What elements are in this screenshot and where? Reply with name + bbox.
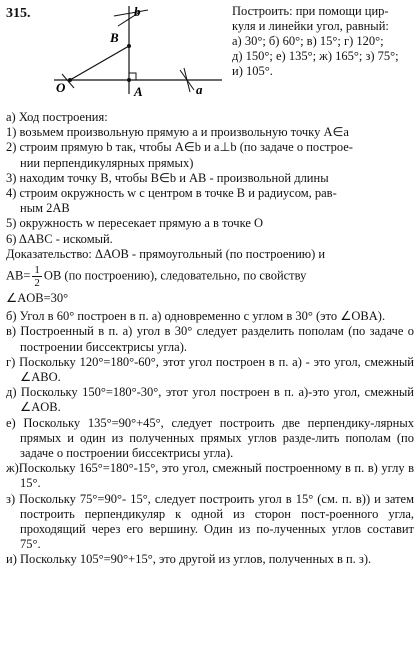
circle-arc-top — [114, 10, 148, 16]
part-b: б) Угол в 60° построен в п. а) одновременно с углом в 30° (это ∠OBA). — [6, 309, 386, 324]
label-B: B — [110, 30, 119, 45]
part-i: и) Поскольку 105°=90°+15°, это другой из углов, полученных в п. з). — [6, 552, 372, 567]
fraction-half — [32, 264, 42, 289]
task-line: куля и линейки угол, равный: — [232, 19, 389, 33]
problem-number: 315. — [6, 6, 31, 21]
step-5: 5) окружность w пересекает прямую а в точке О — [6, 216, 264, 231]
construction-heading: а) Ход построения: — [6, 110, 108, 124]
proof-line-2 — [6, 264, 414, 289]
part-zh: ж)Поскольку 165°=180°-15°, это угол, смежный построенному в п. в) углу в 15°. — [6, 461, 414, 491]
part-v: в) Построенный в п. а) угол в 30° следует разделить пополам (по задаче о построении биссектрисы угла). — [6, 324, 414, 354]
task-statement — [232, 4, 414, 79]
fraction-numerator: 1 — [34, 264, 40, 277]
step-3: 3) находим точку В, чтобы В∈b и АВ - произвольной длины — [6, 170, 329, 185]
label-a: a — [196, 82, 203, 97]
label-b: b — [134, 4, 141, 19]
step-4: 4) строим окружность w с центром в точке В и радиусом, рав- — [6, 186, 337, 201]
part-d: д) Поскольку 150°=180°-30°, этот угол построен в п. а)-это угол, смежный ∠AOB. — [6, 385, 414, 415]
proof-line-1: Доказательство: ΔАОВ - прямоугольный (по построению) и — [6, 246, 326, 261]
task-line: и) 105°. — [232, 64, 273, 78]
task-line: а) 30°; б) 60°; в) 15°; г) 120°; — [232, 34, 384, 48]
proof-ab: AB= — [6, 268, 31, 283]
step-2-cont: нии перпендикулярных прямых) — [20, 155, 194, 170]
proof-line-3: ∠AOB=30° — [6, 291, 69, 306]
point-B — [127, 44, 131, 48]
part-e: е) Поскольку 135°=90°+45°, следует построить две перпендику-лярных прямых и один из полученных прямых углов разде-лить пополам (по задаче о построении биссектрисы угла). — [6, 415, 414, 461]
task-line: Построить: при помощи цир- — [232, 4, 389, 18]
part-g: г) Поскольку 120°=180°-60°, этот угол построен в п. а) - это угол, смежный ∠ABO. — [6, 354, 414, 385]
solution — [6, 110, 414, 568]
proof-rest: OB (по построению), следовательно, по свойству — [43, 268, 307, 283]
task-line: д) 150°; е) 135°; ж) 165°; з) 75°; — [232, 49, 399, 63]
construction-figure — [44, 4, 224, 100]
part-z: з) Поскольку 75°=90°- 15°, следует построить угол в 15° (см. п. в)) и затем построить перпендикуляр к одной из сторон пост-роенного угла, проходящий через его вершину. Один из по-лученных углов составит 75°. — [6, 491, 414, 552]
segment-ob — [70, 46, 129, 80]
point-O — [68, 78, 72, 82]
fraction-denominator: 2 — [34, 277, 40, 290]
step-1: 1) возьмем произвольную прямую а и произвольную точку А∈а — [6, 125, 349, 140]
label-A: A — [134, 84, 143, 99]
point-A — [127, 78, 131, 82]
label-O: O — [56, 80, 66, 95]
step-6: 6) ΔАВС - искомый. — [6, 231, 113, 246]
step-2: 2) строим прямую b так, чтобы А∈b и a⊥b (по задаче о построе- — [6, 140, 353, 155]
step-4-cont: ным 2АВ — [20, 201, 70, 216]
